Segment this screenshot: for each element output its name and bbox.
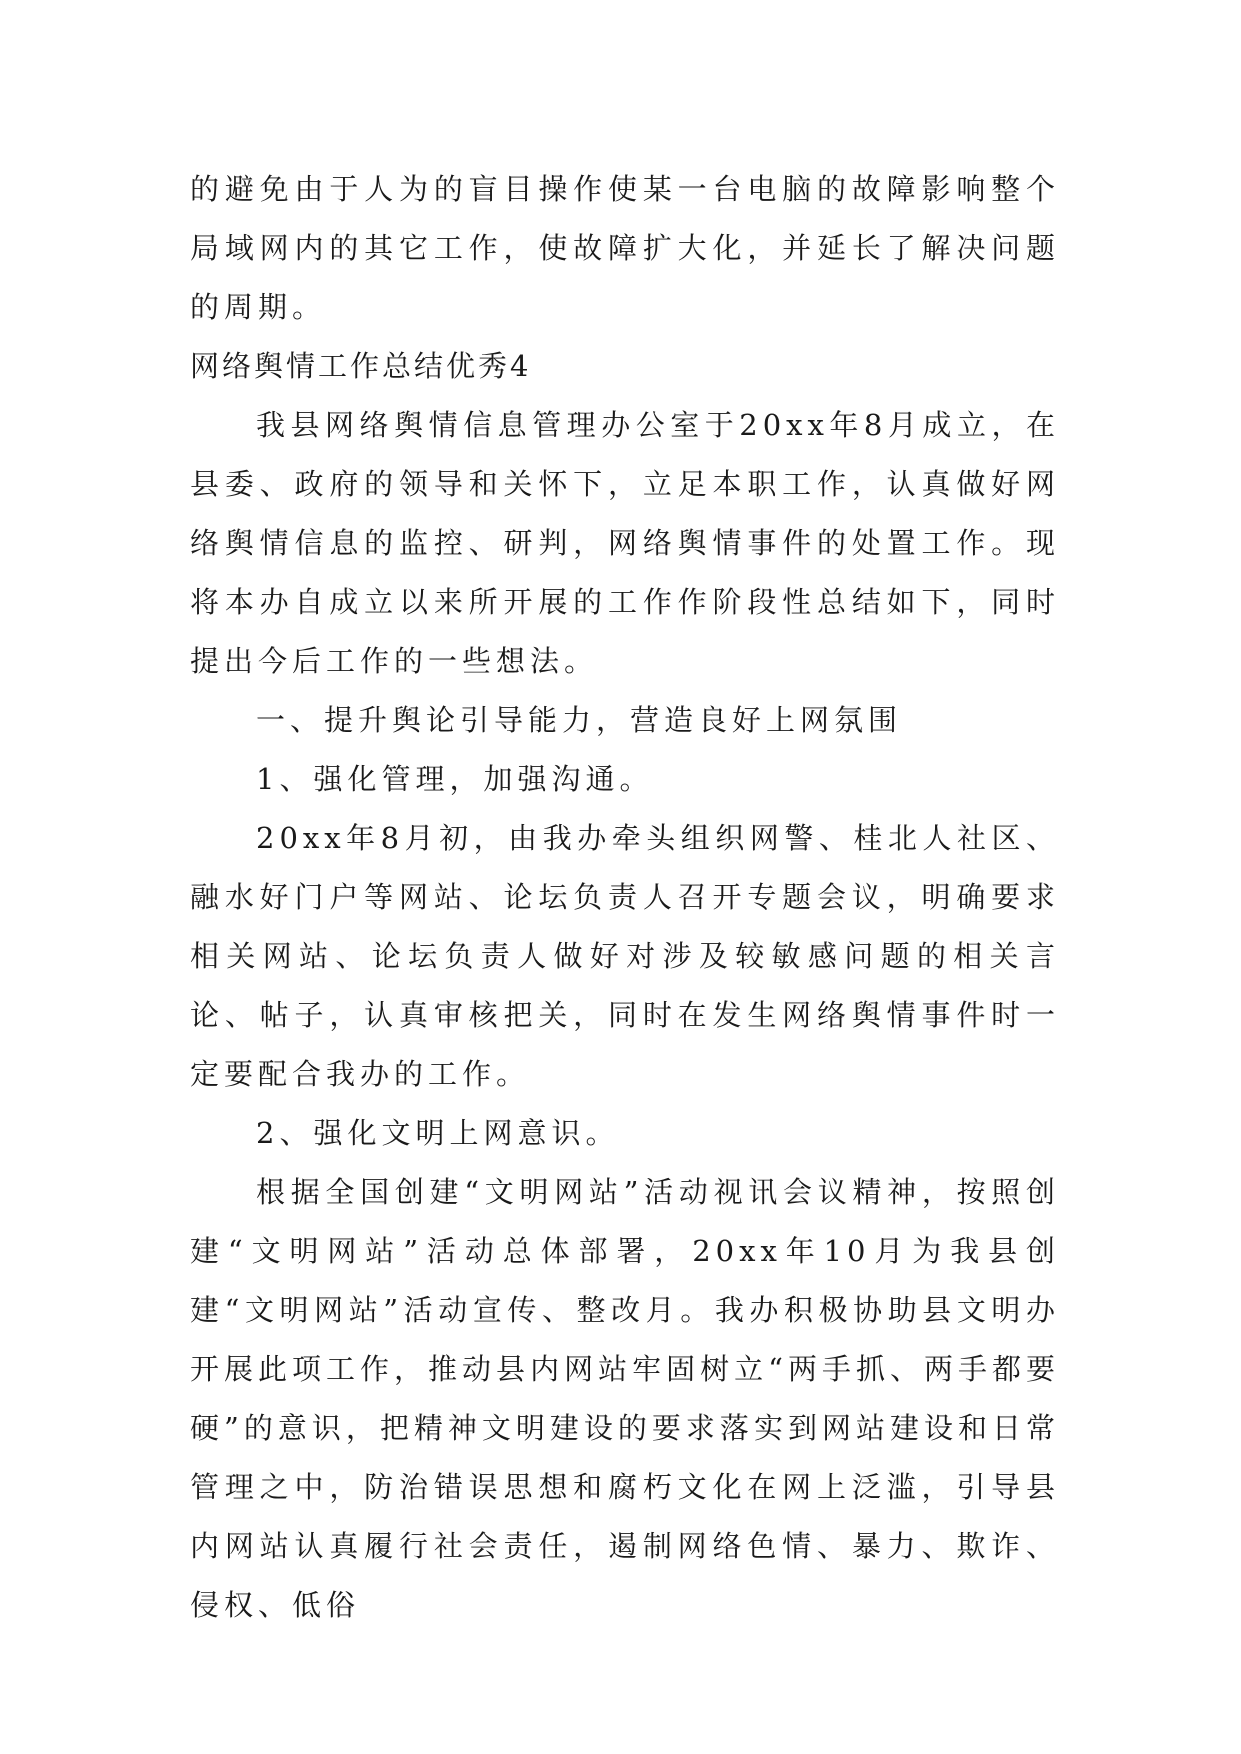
item-one-paragraph: 20xx年8月初，由我办牵头组织网警、桂北人社区、融水好门户等网站、论坛负责人召开专题会议，明确要求相关网站、论坛负责人做好对涉及较敏感问题的相关言论、帖子，认真审核把关，同时在发生网络舆情事件时一定要配合我办的工作。: [190, 821, 1060, 1091]
section-title: 网络舆情工作总结优秀4: [190, 349, 532, 383]
item-one-title: 1、强化管理，加强沟通。: [256, 762, 654, 796]
subheading-one: 一、提升舆论引导能力，营造良好上网氛围: [256, 703, 903, 737]
item-two-title: 2、强化文明上网意识。: [256, 1116, 620, 1150]
item-two-paragraph: 根据全国创建“文明网站”活动视讯会议精神，按照创建“文明网站”活动总体部署，20xx年10月为我县创建“文明网站”活动宣传、整改月。我办积极协助县文明办开展此项工作，推动县内网站牢固树立“两手抓、两手都要硬”的意识，把精神文明建设的要求落实到网站建设和日常管理之中，防治错误思想和腐朽文化在网上泛滥，引导县内网站认真履行社会责任，遏制网络色情、暴力、欺诈、侵权、低俗: [190, 1175, 1060, 1622]
continuation-paragraph: 的避免由于人为的盲目操作使某一台电脑的故障影响整个局域网内的其它工作，使故障扩大化，并延长了解决问题的周期。: [190, 172, 1060, 324]
document-body: [190, 160, 1060, 1635]
intro-paragraph: 我县网络舆情信息管理办公室于20xx年8月成立，在县委、政府的领导和关怀下，立足本职工作，认真做好网络舆情信息的监控、研判，网络舆情事件的处置工作。现将本办自成立以来所开展的工作作阶段性总结如下，同时提出今后工作的一些想法。: [190, 408, 1060, 678]
